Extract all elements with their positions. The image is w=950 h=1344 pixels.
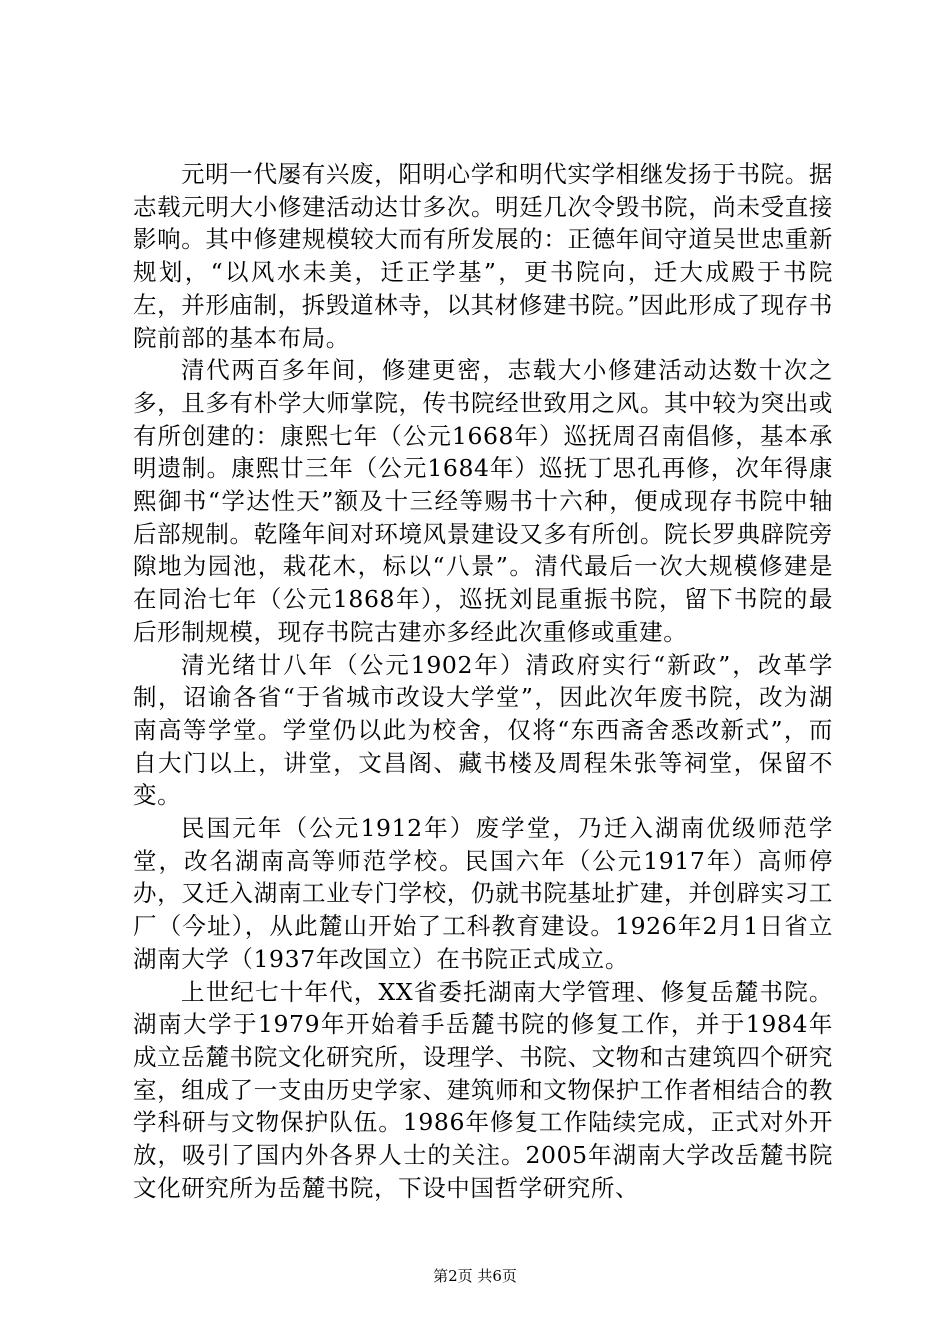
paragraph-yuan-ming: 元明一代屡有兴废，阳明心学和明代实学相继发扬于书院。据志载元明大小修建活动达廿多次。明廷几次令毁书院，尚未受直接影响。其中修建规模较大而有所发展的：正德年间守道吴世忠重新规划，“以风水未美，迁正学基”，更书院向，迁大成殿于书院左，并形庙制，拆毁道林寺，以其材修建书院。”因此形成了现存书院前部的基本布局。	[133, 160, 833, 352]
paragraph-qing-dynasty: 清代两百多年间，修建更密，志载大小修建活动达数十次之多，且多有朴学大师掌院，传书院经世致用之风。其中较为突出或有所创建的：康熙七年（公元1668年）巡抚周召南倡修，基本承明遗制。康熙廿三年（公元1684年）巡抚丁思孔再修，次年得康熙御书“学达性天”额及十三经等赐书十六种，便成现存书院中轴后部规制。乾隆年间对环境风景建设又多有所创。院长罗典辟院旁隙地为园池，栽花木，标以“八景”。清代最后一次大规模修建是在同治七年（公元1868年），巡抚刘昆重振书院，留下书院的最后形制规模，现存书院古建亦多经此次重修或重建。	[133, 356, 833, 646]
paragraph-modern-restoration: 上世纪七十年代，XX省委托湖南大学管理、修复岳麓书院。湖南大学于1979年开始着手岳麓书院的修复工作，并于1984年成立岳麓书院文化研究所，设理学、书院、文物和古建筑四个研究室，组成了一支由历史学家、建筑师和文物保护工作者相结合的教学科研与文物保护队伍。1986年修复工作陆续完成，正式对外开放，吸引了国内外各界人士的关注。2005年湖南大学改岳麓书院文化研究所为岳麓书院，下设中国哲学研究所、	[133, 977, 833, 1202]
document-body	[133, 158, 833, 1205]
paragraph-guangxu-reform: 清光绪廿八年（公元1902年）清政府实行“新政”，改革学制，诏谕各省“于省城市改设大学堂”，因此次年废书院，改为湖南高等学堂。学堂仍以此为校舍，仅将“东西斋舍悉改新式”，而自大门以上，讲堂，文昌阁、藏书楼及周程朱张等祠堂，保留不变。	[133, 650, 833, 810]
page-number-footer: 第2页 共6页	[433, 1267, 517, 1285]
paragraph-republic-era: 民国元年（公元1912年）废学堂，乃迁入湖南优级师范学堂，改名湖南高等师范学校。民国六年（公元1917年）高师停办，又迁入湖南工业专门学校，仍就书院基址扩建，并创辟实习工厂（今址），从此麓山开始了工科教育建设。1926年2月1日省立湖南大学（1937年改国立）在书院正式成立。	[133, 814, 833, 973]
